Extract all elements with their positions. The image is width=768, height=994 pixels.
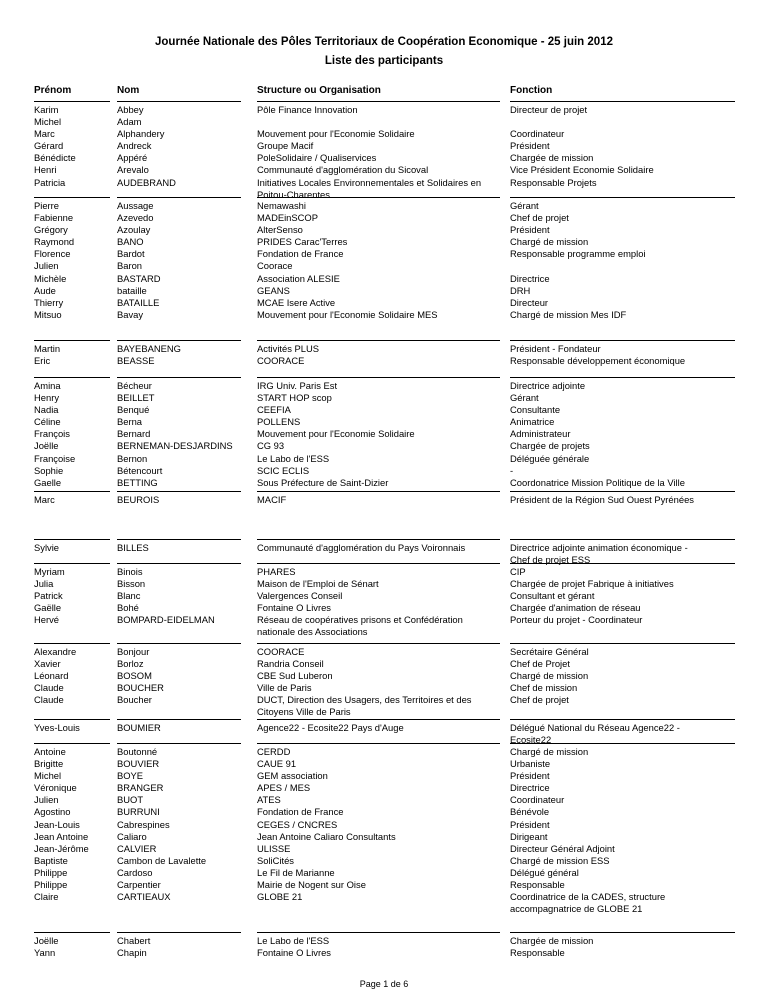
document-subtitle: Liste des participants — [324, 55, 444, 67]
row-divider — [117, 563, 241, 564]
row-divider — [34, 563, 110, 564]
row-divider — [257, 340, 500, 341]
cell-nom: BOUMIER — [117, 722, 161, 733]
page-footer: Page 1 de 6 — [359, 979, 409, 989]
cell-fonction: Directeur de projet Coordinateur Président Chargée de mission Vice Président Economie Solidaire Responsable Projets — [510, 104, 654, 188]
cell-prenom: Marc — [34, 494, 55, 505]
header-fonction: Fonction — [510, 85, 735, 102]
cell-fonction: Directrice adjointe Gérant Consultante Animatrice Administrateur Chargée de projets Déléguée générale - Coordonatrice Mission Politique de la Ville — [510, 380, 685, 488]
row-divider — [257, 719, 500, 720]
row-divider — [510, 340, 735, 341]
row-divider — [34, 743, 110, 744]
cell-prenom: Pierre Fabienne Grégory Raymond Florence Julien Michèle Aude Thierry Mitsuo — [34, 200, 75, 320]
row-divider — [510, 491, 735, 492]
row-divider — [510, 932, 735, 933]
cell-fonction: CIP Chargée de projet Fabrique à initiatives Consultant et gérant Chargée d'animation de réseau Porteur du projet - Coordinateur — [510, 566, 674, 626]
cell-nom: BILLES — [117, 542, 149, 553]
cell-nom: Abbey Adam Alphandery Andreck Appéré Arevalo AUDEBRAND — [117, 104, 176, 188]
cell-prenom: Joëlle Yann — [34, 935, 59, 959]
row-divider — [117, 539, 241, 540]
row-divider — [117, 491, 241, 492]
row-divider — [257, 491, 500, 492]
row-divider — [257, 197, 500, 198]
cell-fonction: Président - Fondateur Responsable développement économique — [510, 343, 686, 367]
cell-nom: BAYEBANENG BEASSE — [117, 343, 181, 367]
cell-structure: Communauté d'agglomération du Pays Voironnais — [257, 542, 466, 553]
row-divider — [117, 377, 241, 378]
row-divider — [117, 743, 241, 744]
cell-fonction: Directrice adjointe animation économique - Chef de projet ESS — [510, 542, 688, 566]
row-divider — [34, 491, 110, 492]
row-divider — [257, 932, 500, 933]
cell-fonction: Président de la Région Sud Ouest Pyrénées — [510, 494, 694, 505]
row-divider — [510, 197, 735, 198]
cell-prenom: Karim Michel Marc Gérard Bénédicte Henri Patricia — [34, 104, 76, 188]
row-divider — [117, 340, 241, 341]
row-divider — [510, 643, 735, 644]
header-nom: Nom — [117, 85, 241, 102]
cell-structure: Le Labo de l'ESS Fontaine O Livres — [257, 935, 331, 959]
row-divider — [117, 719, 241, 720]
row-divider — [257, 563, 500, 564]
row-divider — [34, 932, 110, 933]
row-divider — [34, 377, 110, 378]
cell-nom: BEUROIS — [117, 494, 160, 505]
row-divider — [510, 743, 735, 744]
row-divider — [34, 539, 110, 540]
row-divider — [510, 719, 735, 720]
header-structure: Structure ou Organisation — [257, 85, 500, 102]
row-divider — [510, 377, 735, 378]
cell-nom: Aussage Azevedo Azoulay BANO Bardot Baron BASTARD bataille BATAILLE Bavay — [117, 200, 161, 320]
row-divider — [510, 539, 735, 540]
header-prenom: Prénom — [34, 85, 110, 102]
cell-fonction: Délégué National du Réseau Agence22 - Ecosite22 — [510, 722, 680, 746]
cell-structure: Pôle Finance Innovation Mouvement pour l'Economie Solidaire Groupe Macif PoleSolidaire / Qualiservices Communauté d'agglomération du Sicoval Initiatives Locales Environnementales et Solidaires en Poitou-Charentes — [257, 104, 482, 200]
cell-structure: IRG Univ. Paris Est START HOP scop CEEFIA POLLENS Mouvement pour l'Economie Solidaire CG 93 Le Labo de l'ESS SCIC ECLIS Sous Préfecture de Saint-Dizier — [257, 380, 415, 488]
cell-prenom: Amina Henry Nadia Céline François Joëlle Françoise Sophie Gaelle — [34, 380, 76, 488]
row-divider — [34, 340, 110, 341]
row-divider — [34, 197, 110, 198]
cell-fonction: Chargé de mission Urbaniste Président Directrice Coordinateur Bénévole Président Dirigeant Directeur Général Adjoint Chargé de mission ESS Délégué général Responsable Coordinatrice de la CADES, structure accompagnatrice de GLOBE 21 — [510, 746, 666, 915]
cell-nom: Boutonné BOUVIER BOYE BRANGER BUOT BURRUNI Cabrespines Caliaro CALVIER Cambon de Lavalette Cardoso Carpentier CARTIEAUX — [117, 746, 207, 903]
row-divider — [257, 743, 500, 744]
cell-structure: PHARES Maison de l'Emploi de Sénart Valergences Conseil Fontaine O Livres Réseau de coopératives prisons et Confédération nationale des Associations — [257, 566, 463, 638]
row-divider — [257, 377, 500, 378]
cell-nom: Bonjour Borloz BOSOM BOUCHER Boucher — [117, 646, 164, 706]
cell-prenom: Martin Eric — [34, 343, 61, 367]
row-divider — [257, 539, 500, 540]
cell-prenom: Alexandre Xavier Léonard Claude Claude — [34, 646, 77, 706]
cell-prenom: Sylvie — [34, 542, 60, 553]
row-divider — [257, 643, 500, 644]
row-divider — [34, 719, 110, 720]
cell-nom: Bécheur BEILLET Benqué Berna Bernard BERNEMAN-DESJARDINS Bernon Bétencourt BETTING — [117, 380, 233, 488]
cell-structure: Nemawashi MADEinSCOP AlterSenso PRIDES Carac'Terres Fondation de France Coorace Association ALESIE GEANS MCAE Isere Active Mouvement pour l'Economie Solidaire MES — [257, 200, 438, 320]
cell-structure: Agence22 - Ecosite22 Pays d'Auge — [257, 722, 404, 733]
cell-fonction: Gérant Chef de projet Président Chargé de mission Responsable programme emploi Directrice DRH Directeur Chargé de mission Mes IDF — [510, 200, 646, 320]
cell-fonction: Chargée de mission Responsable — [510, 935, 594, 959]
document-title: Journée Nationale des Pôles Territoriaux de Coopération Economique - 25 juin 2012 — [155, 36, 613, 48]
row-divider — [510, 563, 735, 564]
cell-structure: CERDD CAUE 91 GEM association APES / MES ATES Fondation de France CEGES / CNCRES Jean Antoine Caliaro Consultants ULISSE SoliCités Le Fil de Marianne Mairie de Nogent sur Oise GLOBE 21 — [257, 746, 396, 903]
row-divider — [117, 932, 241, 933]
cell-structure: Activités PLUS COORACE — [257, 343, 319, 367]
row-divider — [34, 643, 110, 644]
row-divider — [117, 643, 241, 644]
row-divider — [117, 197, 241, 198]
cell-structure: COORACE Randria Conseil CBE Sud Luberon Ville de Paris DUCT, Direction des Usagers, des Territoires et des Citoyens Ville de Paris — [257, 646, 472, 718]
cell-prenom: Myriam Julia Patrick Gaëlle Hervé — [34, 566, 65, 626]
cell-prenom: Yves-Louis — [34, 722, 80, 733]
cell-fonction: Secrétaire Général Chef de Projet Chargé de mission Chef de mission Chef de projet — [510, 646, 589, 706]
cell-structure: MACIF — [257, 494, 287, 505]
cell-nom: Chabert Chapin — [117, 935, 151, 959]
cell-prenom: Antoine Brigitte Michel Véronique Julien Agostino Jean-Louis Jean Antoine Jean-Jérôme Baptiste Philippe Philippe Claire — [34, 746, 89, 903]
cell-nom: Binois Bisson Blanc Bohé BOMPARD-EIDELMAN — [117, 566, 215, 626]
